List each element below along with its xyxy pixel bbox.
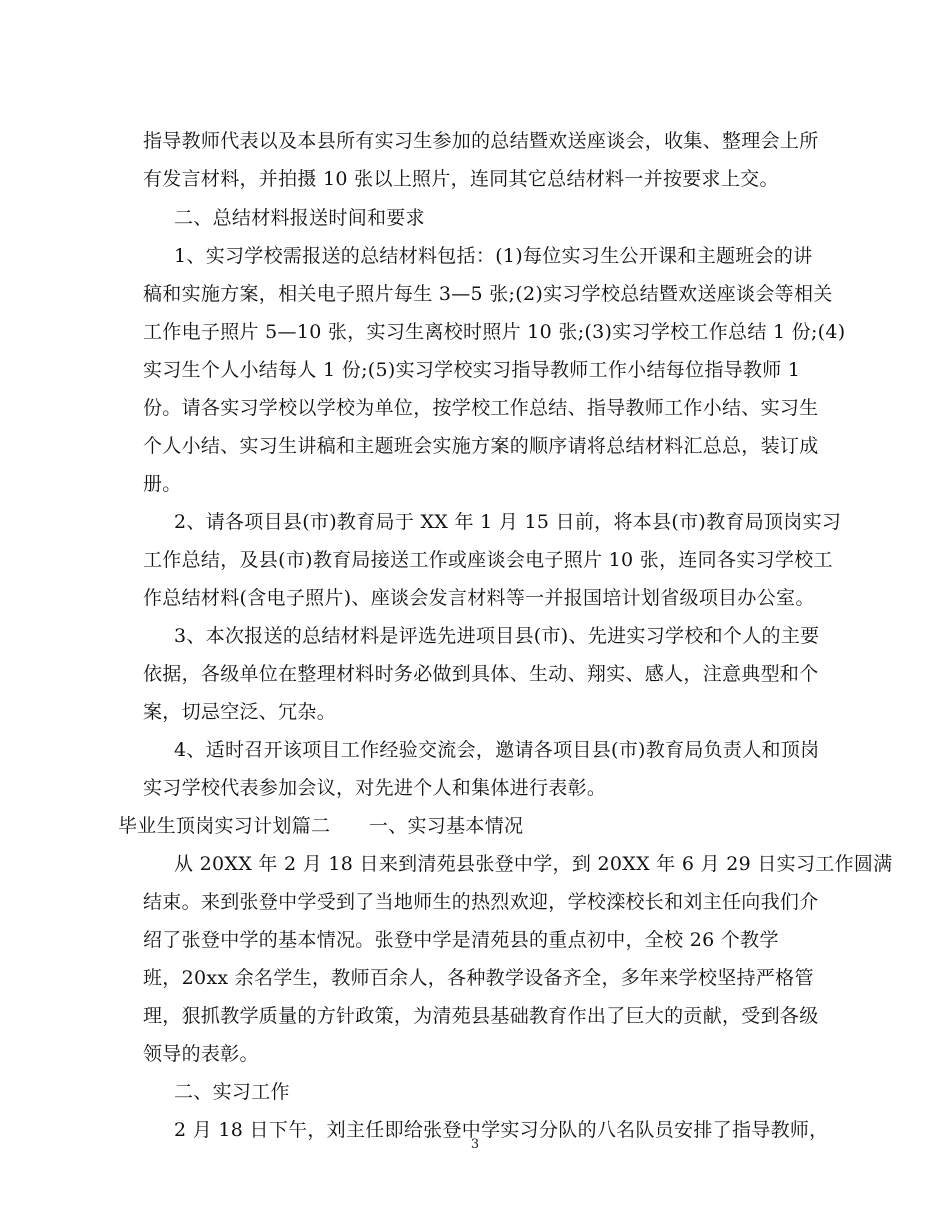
text-line: 稿和实施方案，相关电子照片每生 3—5 张;(2)实习学校总结暨欢送座谈会等相关	[143, 283, 833, 305]
text-line: 班，20xx 余名学生，教师百余人，各种教学设备齐全，多年来学校坚持严格管	[143, 967, 814, 989]
text-line: 1、实习学校需报送的总结材料包括：(1)每位实习生公开课和主题班会的讲	[174, 245, 813, 267]
text-line: 2、请各项目县(市)教育局于 XX 年 1 月 15 日前，将本县(市)教育局顶岗实习	[174, 511, 842, 533]
text-line: 作总结材料(含电子照片)、座谈会发言材料等一并报国培计划省级项目办公室。	[143, 587, 815, 609]
section-heading: 二、实习工作	[174, 1081, 290, 1103]
text-line: 4、适时召开该项目工作经验交流会，邀请各项目县(市)教育局负责人和顶岗	[174, 739, 820, 761]
text-line: 依据，各级单位在整理材料时务必做到具体、生动、翔实、感人，注意典型和个	[143, 663, 819, 685]
text-line: 从 20XX 年 2 月 18 日来到清苑县张登中学，到 20XX 年 6 月 29 日实习工作圆满	[174, 853, 893, 875]
section-heading: 二、总结材料报送时间和要求	[174, 207, 425, 229]
text-line: 工作电子照片 5—10 张，实习生离校时照片 10 张;(3)实习学校工作总结 1 份;(4)	[143, 321, 846, 343]
text-line: 有发言材料，并拍摄 10 张以上照片，连同其它总结材料一并按要求上交。	[143, 168, 779, 190]
page-number: 3	[470, 1137, 480, 1152]
text-line: 实习学校代表参加会议，对先进个人和集体进行表彰。	[143, 777, 607, 799]
text-line: 3、本次报送的总结材料是评选先进项目县(市)、先进实习学校和个人的主要	[174, 625, 820, 647]
text-line: 案，切忌空泛、冗杂。	[143, 701, 337, 723]
article-heading: 毕业生顶岗实习计划篇二 一、实习基本情况	[118, 815, 524, 837]
text-line: 实习生个人小结每人 1 份;(5)实习学校实习指导教师工作小结每位指导教师 1	[143, 359, 801, 381]
text-line: 个人小结、实习生讲稿和主题班会实施方案的顺序请将总结材料汇总总，装订成	[143, 435, 819, 457]
text-line: 册。	[143, 473, 182, 495]
text-line: 2 月 18 日下午，刘主任即给张登中学实习分队的八名队员安排了指导教师，	[174, 1119, 829, 1141]
text-line: 指导教师代表以及本县所有实习生参加的总结暨欢送座谈会，收集、整理会上所	[143, 130, 819, 152]
text-line: 结束。来到张登中学受到了当地师生的热烈欢迎，学校滦校长和刘主任向我们介	[143, 891, 819, 913]
text-line: 工作总结，及县(市)教育局接送工作或座谈会电子照片 10 张，连同各实习学校工	[143, 549, 833, 571]
text-line: 理，狠抓教学质量的方针政策，为清苑县基础教育作出了巨大的贡献，受到各级	[143, 1005, 819, 1027]
text-line: 绍了张登中学的基本情况。张登中学是清苑县的重点初中，全校 26 个教学	[143, 929, 779, 951]
text-line: 份。请各实习学校以学校为单位，按学校工作总结、指导教师工作小结、实习生	[143, 397, 819, 419]
text-line: 领导的表彰。	[143, 1043, 259, 1065]
